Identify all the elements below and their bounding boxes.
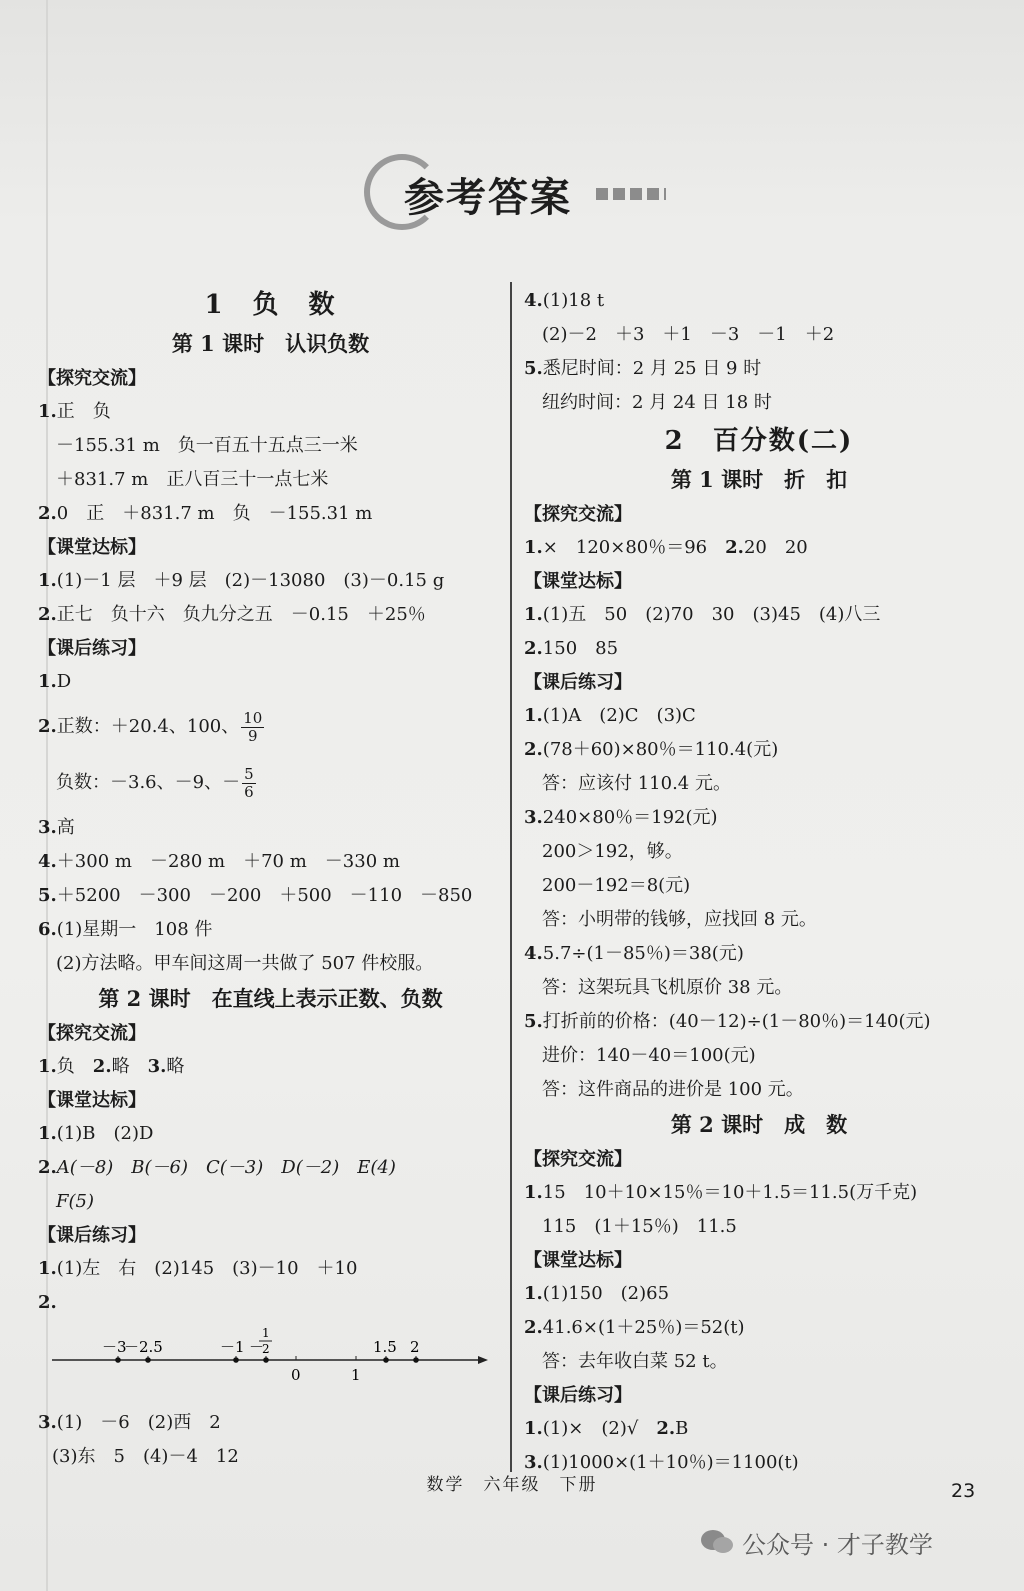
lesson-title: 第 2 课时 在直线上表示正数、负数: [98, 986, 443, 1011]
answer-line: 4.＋300 m －280 m ＋70 m －330 m: [38, 851, 400, 872]
label-1-5: 1.5: [373, 1338, 397, 1356]
point-marker: [233, 1357, 239, 1363]
answer-line: ＋831.7 m 正八百三十一点七米: [56, 469, 329, 490]
point-marker: [263, 1357, 269, 1363]
lesson-title: 第 1 课时 认识负数: [171, 331, 370, 356]
answer-line: 5.悉尼时间：2 月 25 日 9 时: [524, 358, 762, 379]
label-neg3: －3: [102, 1338, 127, 1356]
page-number: 23: [951, 1480, 976, 1502]
page-title-banner: [360, 152, 680, 238]
answer-line: 5.＋5200 －300 －200 ＋500 －110 －850: [38, 885, 473, 906]
answer-line: 4.(1)18 t: [524, 290, 605, 311]
label-2: 2: [410, 1338, 420, 1356]
answer-line: 进价：140－40＝100(元): [542, 1045, 756, 1066]
answer-line: 1.(1)左 右 (2)145 (3)－10 ＋10: [38, 1258, 358, 1279]
answer-line: 4.5.7÷(1－85％)＝38(元): [524, 943, 744, 964]
answer-line: F(5): [56, 1191, 94, 1212]
point-marker: [413, 1357, 419, 1363]
wechat-icon: [700, 1528, 734, 1556]
section-heading: 【课后练习】: [524, 1385, 632, 1406]
fraction: $\frac{10}{9}$: [243, 708, 263, 745]
answer-line: 纽约时间：2 月 24 日 18 时: [542, 392, 772, 413]
section-heading: 【课后练习】: [38, 638, 146, 659]
watermark: 公众号 · 才子教学: [742, 1531, 933, 1559]
column-divider: [510, 282, 512, 1472]
number-line-svg: [38, 1320, 503, 1406]
section-heading: 【探究交流】: [524, 504, 632, 525]
answer-line: 1.(1)× (2)√ 2.B: [524, 1418, 689, 1439]
answer-line: 2.: [38, 1292, 57, 1313]
answer-line: 3.(1) －6 (2)西 2: [38, 1412, 221, 1433]
section-heading: 【课后练习】: [524, 672, 632, 693]
answer-line: 6.(1)星期一 108 件: [38, 919, 213, 940]
label-half-sign: －: [249, 1338, 265, 1356]
answer-line: 1.(1)－1 层 ＋9 层 (2)－13080 (3)－0.15 g: [38, 570, 445, 591]
page-footer: 数学 六年级 下册: [426, 1475, 598, 1495]
title-dash-ornament: [596, 188, 666, 200]
arrow-head-icon: [478, 1356, 488, 1364]
point-marker: [145, 1357, 151, 1363]
section-heading: 【探究交流】: [38, 368, 146, 389]
label-1: 1: [351, 1366, 361, 1384]
answer-line: 答：去年收白菜 52 t。: [542, 1351, 728, 1372]
answer-line: 1.15 10＋10×15％＝10＋1.5＝11.5(万千克): [524, 1182, 918, 1203]
answer-line: (2)－2 ＋3 ＋1 －3 －1 ＋2: [542, 324, 835, 345]
left-column: [38, 284, 503, 1474]
answer-line: 2.A(－8) B(－6) C(－3) D(－2) E(4): [38, 1157, 396, 1178]
answer-line: (3)东 5 (4)－4 12: [52, 1446, 239, 1467]
answer-line: 1.正 负: [38, 401, 111, 422]
answer-line: 1.× 120×80％＝96 2.20 20: [524, 537, 808, 558]
answer-line: 3.高: [38, 817, 75, 838]
chapter-title: 2 百分数(二): [664, 426, 854, 456]
point-marker: [383, 1357, 389, 1363]
answer-line: 答：这架玩具飞机原价 38 元。: [542, 977, 793, 998]
answer-line: 2.正数：＋20.4、100、 $\frac{10}{9}$: [38, 708, 263, 745]
answer-line: 2.正七 负十六 负九分之五 －0.15 ＋25％: [38, 604, 426, 625]
answer-line: 3.(1)1000×(1＋10％)＝1100(t): [524, 1452, 799, 1473]
answer-line: 2.150 85: [524, 638, 619, 659]
answer-line: 1.(1)B (2)D: [38, 1123, 154, 1144]
answer-line: 1.负 2.略 3.略: [38, 1056, 185, 1077]
answer-line: 1.(1)A (2)C (3)C: [524, 705, 696, 726]
chapter-title: 1 负 数: [204, 290, 337, 320]
point-marker: [115, 1357, 121, 1363]
page-title: 参考答案: [404, 175, 572, 221]
section-heading: 【课堂达标】: [38, 537, 146, 558]
label-0: 0: [291, 1366, 301, 1384]
answer-line: 答：这件商品的进价是 100 元。: [542, 1079, 804, 1100]
answer-line: 2.0 正 ＋831.7 m 负 －155.31 m: [38, 503, 373, 524]
answer-line: 2.41.6×(1＋25％)＝52(t): [524, 1317, 745, 1338]
right-column: [524, 284, 994, 1480]
answer-line: 3.240×80％＝192(元): [524, 807, 718, 828]
number-line-figure: [38, 1320, 503, 1406]
section-heading: 【课堂达标】: [524, 1250, 632, 1271]
answer-line: (2)方法略。甲车间这周一共做了 507 件校服。: [56, 953, 434, 974]
answer-line: 1.D: [38, 671, 72, 692]
label-half-den: 2: [262, 1342, 270, 1356]
answer-line: 答：应该付 110.4 元。: [542, 773, 731, 794]
lesson-title: 第 2 课时 成 数: [670, 1112, 848, 1137]
label-half-num: 1: [262, 1326, 270, 1340]
section-heading: 【课堂达标】: [38, 1090, 146, 1111]
answer-line: 200－192＝8(元): [542, 875, 691, 896]
section-heading: 【课后练习】: [38, 1225, 146, 1246]
answer-line: 负数：－3.6、－9、－ $\frac{5}{6}$: [56, 764, 254, 801]
section-heading: 【探究交流】: [524, 1149, 632, 1170]
answer-line: 1.(1)150 (2)65: [524, 1283, 670, 1304]
label-neg2-5: －2.5: [124, 1338, 163, 1356]
section-heading: 【探究交流】: [38, 1023, 146, 1044]
answer-line: 2.(78＋60)×80％＝110.4(元): [524, 739, 779, 760]
answer-line: －155.31 m 负一百五十五点三一米: [56, 435, 358, 456]
answer-line: 115 (1＋15％) 11.5: [542, 1216, 737, 1237]
fraction: $\frac{5}{6}$: [244, 764, 254, 801]
answer-line: 5.打折前的价格：(40－12)÷(1－80％)＝140(元): [524, 1011, 931, 1032]
lesson-title: 第 1 课时 折 扣: [670, 467, 848, 492]
answer-line: 答：小明带的钱够，应找回 8 元。: [542, 909, 817, 930]
answer-line: 200＞192，够。: [542, 841, 683, 862]
answer-line: 1.(1)五 50 (2)70 30 (3)45 (4)八三: [524, 604, 881, 625]
label-neg1: －1: [220, 1338, 245, 1356]
section-heading: 【课堂达标】: [524, 571, 632, 592]
